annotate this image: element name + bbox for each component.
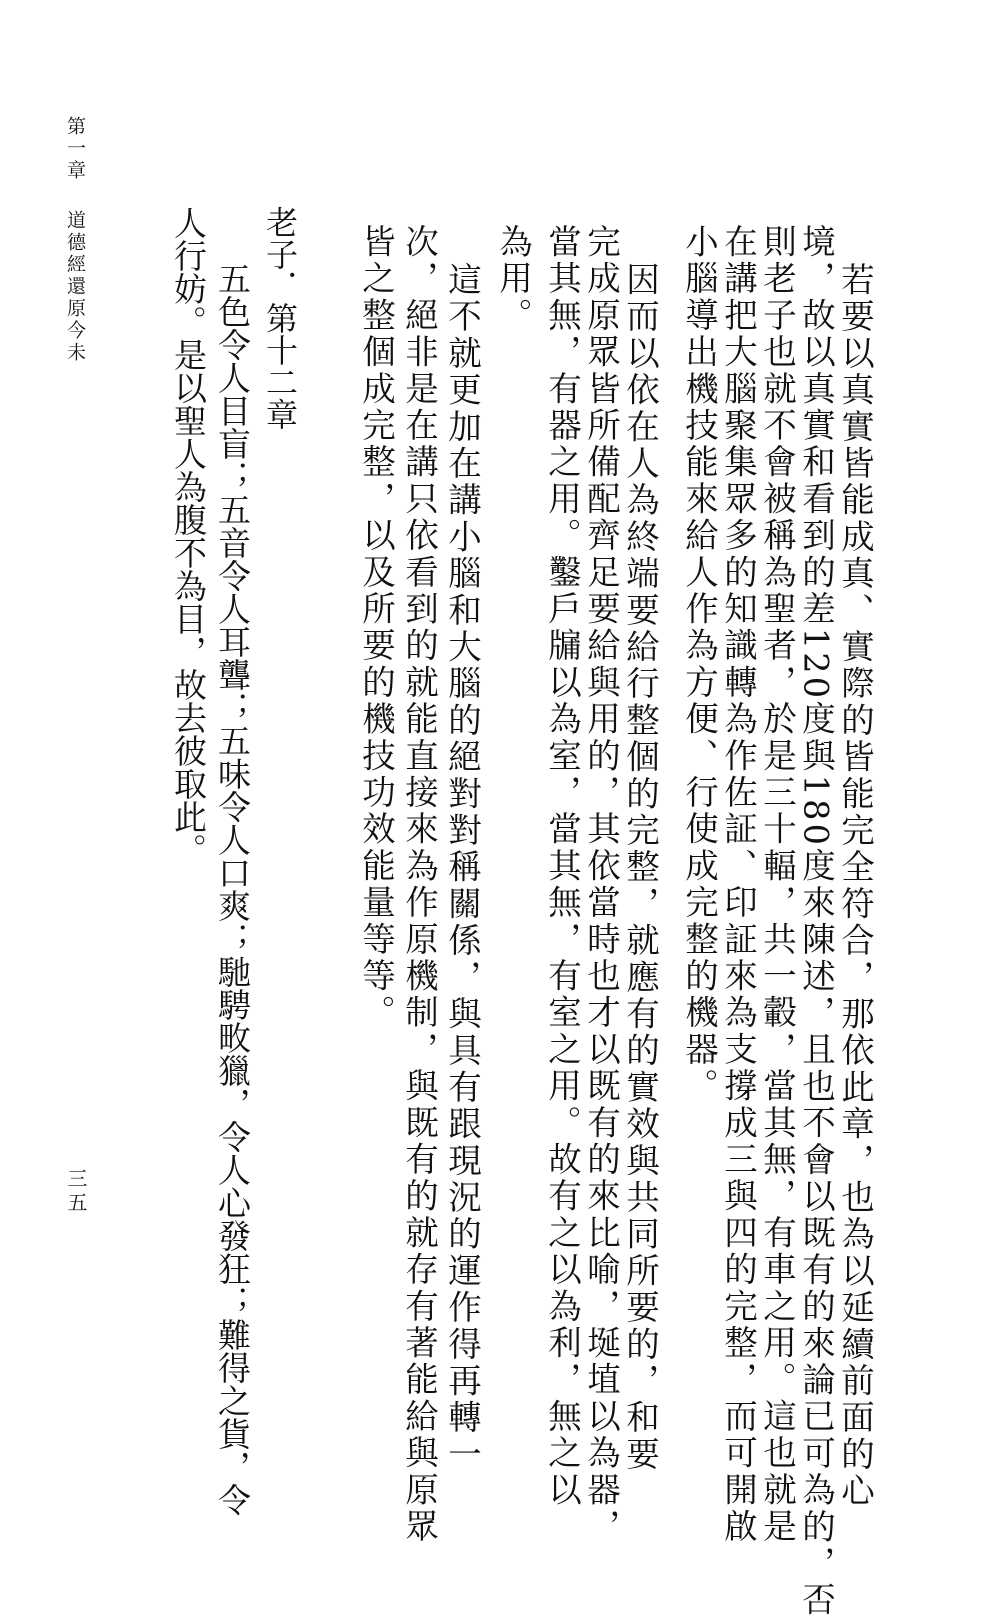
paragraph-3-line-2: 次，絕非是在講只依看到的就能直接來為作原機制，與既有的就存有著能給與原眾 [399,224,439,1546]
paragraph-3-line-1: 這不就更加在講小腦和大腦的絕對對稱關係，與具有跟現況的運作得再轉一 [442,262,482,1474]
paragraph-1-line-3: 則老子也就不會被稱為聖者，於是三十輻，共一轂，當其無，有車之用。這也就是 [757,224,797,1546]
paragraph-2-line-3: 當其無，有器之用。鑿戶牖以為室，當其無，有室之用。故有之以為利，無之以 [542,224,582,1509]
paragraph-1-line-2: 境，故以真實和看到的差120度與180度來陳述，且也不會以既有的來論已可為的，否 [796,224,836,1619]
paragraph-2-line-1: 因而以依在人為終端要給行整個的完整，就應有的實效與共同所要的，和要 [620,262,660,1474]
paragraph-2-line-2: 完成原眾皆所備配齊足要給與用的，其依當時也才以既有的來比喻，埏埴以為器， [581,224,621,1546]
paragraph-1-line-4: 在講把大腦聚集眾多的知識轉為作佐証、印証來為支撐成三與四的完整，而可開啟 [718,224,758,1546]
page-number: 三五 [64,1168,88,1216]
quote-line-1: 五色令人目盲；五音令人耳聾；五味令人口爽；馳騁畋獵，令人心發狂；難得之貨，令 [213,262,252,1516]
section-title: 老子．第十二章 [261,206,299,430]
running-head-chapter: 第一章 [64,116,86,182]
quote-line-2: 人行妨。是以聖人為腹不為目，故去彼取此。 [169,206,208,866]
paragraph-2-line-4: 為用。 [493,224,533,335]
paragraph-3-line-3: 皆之整個成完整，以及所要的機技功效能量等等。 [356,224,396,1032]
paragraph-1-line-5: 小腦導出機技能來給人作為方便、行使成完整的機器。 [679,224,719,1105]
running-head-book-title: 道德經還原今未 [64,210,86,364]
paragraph-1-line-1: 若要以真實皆能成真、實際的皆能完全符合，那依此章，也為以延續前面的心 [835,262,875,1510]
